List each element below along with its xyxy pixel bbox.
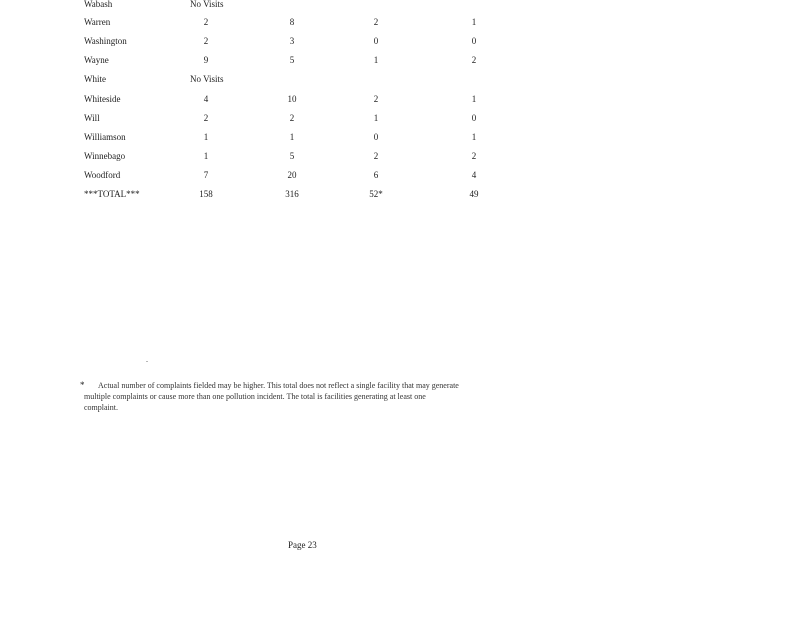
table-row <box>0 35 800 47</box>
value-col-3: 2 <box>373 94 379 104</box>
table-row <box>0 93 800 105</box>
value-col-4: 1 <box>471 17 477 27</box>
county-name: Whiteside <box>84 94 121 104</box>
stray-tick-mark: . <box>146 355 148 364</box>
value-col-1: 2 <box>203 17 209 27</box>
no-visits-note: No Visits <box>190 74 224 84</box>
table-row <box>0 112 800 124</box>
value-col-2: 1 <box>289 132 295 142</box>
footnote-line-2: multiple complaints or cause more than one pollution incident. The total is facilities generating at least one <box>84 392 426 401</box>
value-col-1: 1 <box>203 151 209 161</box>
value-col-2: 5 <box>289 151 295 161</box>
value-col-3: 2 <box>373 17 379 27</box>
county-name: White <box>84 74 106 84</box>
value-col-4: 0 <box>471 113 477 123</box>
value-col-4: 4 <box>471 170 477 180</box>
footnote-line-3: complaint. <box>84 403 118 412</box>
total-label: ***TOTAL*** <box>84 189 140 199</box>
value-col-4: 1 <box>471 94 477 104</box>
value-col-3: 6 <box>373 170 379 180</box>
county-name: Winnebago <box>84 151 126 161</box>
value-col-2: 2 <box>289 113 295 123</box>
total-value-col-1: 158 <box>199 189 213 199</box>
footnote-text <box>84 380 518 413</box>
county-name: Williamson <box>84 132 126 142</box>
footnote-line-1: Actual number of complaints fielded may be higher. This total does not reflect a single facility that may generate <box>98 381 459 390</box>
value-col-3: 1 <box>373 113 379 123</box>
county-name: Washington <box>84 36 127 46</box>
no-visits-note: No Visits <box>190 0 224 9</box>
table-row <box>0 150 800 162</box>
table-row <box>0 16 800 28</box>
county-name: Woodford <box>84 170 121 180</box>
table-row <box>0 0 800 10</box>
table-row <box>0 54 800 66</box>
table-row <box>0 131 800 143</box>
value-col-1: 2 <box>203 36 209 46</box>
total-row <box>0 188 800 200</box>
total-value-col-4: 49 <box>469 189 479 199</box>
value-col-2: 5 <box>289 55 295 65</box>
total-value-col-2: 316 <box>285 189 299 199</box>
value-col-1: 7 <box>203 170 209 180</box>
county-name: Wabash <box>84 0 113 9</box>
value-col-1: 2 <box>203 113 209 123</box>
value-col-4: 2 <box>471 55 477 65</box>
value-col-4: 1 <box>471 132 477 142</box>
county-name: Will <box>84 113 100 123</box>
county-name: Wayne <box>84 55 109 65</box>
value-col-1: 4 <box>203 94 209 104</box>
value-col-1: 9 <box>203 55 209 65</box>
total-value-col-3: 52* <box>369 189 383 199</box>
value-col-4: 0 <box>471 36 477 46</box>
value-col-4: 2 <box>471 151 477 161</box>
footnote-bullet: * <box>80 380 85 390</box>
value-col-3: 2 <box>373 151 379 161</box>
value-col-2: 10 <box>287 94 297 104</box>
value-col-2: 8 <box>289 17 295 27</box>
county-name: Warren <box>84 17 111 27</box>
value-col-2: 20 <box>287 170 297 180</box>
value-col-3: 1 <box>373 55 379 65</box>
value-col-3: 0 <box>373 132 379 142</box>
table-row <box>0 73 800 85</box>
value-col-3: 0 <box>373 36 379 46</box>
page-number: Page 23 <box>288 540 317 550</box>
table-row <box>0 169 800 181</box>
value-col-1: 1 <box>203 132 209 142</box>
value-col-2: 3 <box>289 36 295 46</box>
